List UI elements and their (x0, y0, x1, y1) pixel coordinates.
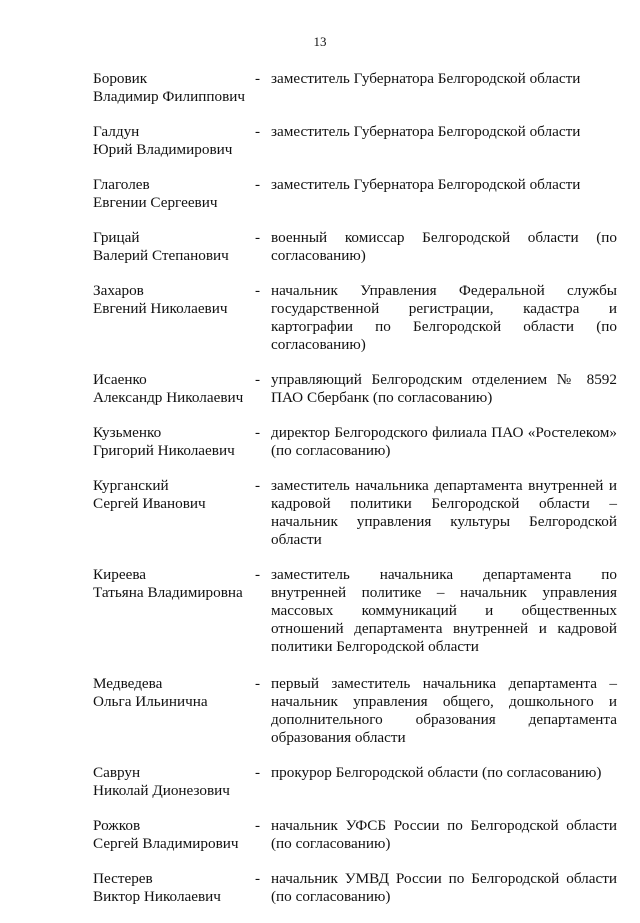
member-surname: Киреева (93, 566, 147, 583)
member-given-name: Сергей Владимирович (93, 835, 239, 852)
member-surname: Боровик (93, 70, 148, 87)
dash-separator: - (255, 566, 261, 583)
member-surname: Пестерев (93, 870, 153, 887)
member-entry (93, 282, 617, 354)
member-entry (93, 229, 617, 265)
member-given-name: Евгений Николаевич (93, 300, 228, 317)
member-name (93, 176, 255, 212)
member-name (93, 229, 255, 265)
member-name (93, 870, 255, 906)
member-name (93, 371, 255, 407)
member-role: заместитель Губернатора Белгородской области (271, 70, 581, 87)
member-given-name: Юрий Владимирович (93, 141, 233, 158)
member-name (93, 282, 255, 354)
member-surname: Захаров (93, 282, 144, 299)
member-role: начальник УМВД России по Белгородской области (по согласованию) (271, 870, 617, 905)
member-surname: Курганский (93, 477, 169, 494)
member-role: заместитель начальника департамента по внутренней политике – начальник управления массовых коммуникаций и общественных отношений департамента внутренней и кадровой политики Белгородской области (271, 566, 617, 655)
member-name (93, 675, 255, 747)
dash-separator: - (255, 229, 261, 246)
member-name (93, 477, 255, 549)
member-entry (93, 70, 617, 106)
member-given-name: Сергей Иванович (93, 495, 206, 512)
dash-separator: - (255, 675, 261, 692)
member-name (93, 566, 255, 656)
member-role: первый заместитель начальника департамента – начальник управления общего, дошкольного и дополнительного образования департамента образования области (271, 675, 617, 746)
member-name (93, 764, 255, 800)
member-name (93, 424, 255, 460)
member-surname: Исаенко (93, 371, 147, 388)
member-given-name: Ольга Ильинична (93, 693, 208, 710)
member-entry (93, 176, 617, 212)
member-list (93, 70, 617, 923)
member-role: управляющий Белгородским отделением № 8592 ПАО Сбербанк (по согласованию) (271, 371, 617, 406)
member-given-name: Виктор Николаевич (93, 888, 221, 905)
member-role: заместитель начальника департамента внутренней и кадровой политики Белгородской области – начальник управления культуры Белгородской области (271, 477, 617, 548)
dash-separator: - (255, 123, 261, 140)
member-surname: Медведева (93, 675, 163, 692)
member-name (93, 70, 255, 106)
member-given-name: Григорий Николаевич (93, 442, 235, 459)
page-number: 13 (313, 34, 327, 49)
member-surname: Саврун (93, 764, 141, 781)
member-role: начальник Управления Федеральной службы государственной регистрации, кадастра и картографии по Белгородской области (по согласованию) (271, 282, 617, 353)
member-given-name: Валерий Степанович (93, 247, 229, 264)
member-entry (93, 675, 617, 747)
dash-separator: - (255, 371, 261, 388)
member-given-name: Николай Дионезович (93, 782, 230, 799)
dash-separator: - (255, 282, 261, 299)
dash-separator: - (255, 817, 261, 834)
member-entry (93, 477, 617, 549)
member-surname: Кузьменко (93, 424, 162, 441)
member-role: начальник УФСБ России по Белгородской области (по согласованию) (271, 817, 617, 852)
member-name (93, 123, 255, 159)
member-given-name: Владимир Филиппович (93, 88, 246, 105)
dash-separator: - (255, 870, 261, 887)
member-surname: Рожков (93, 817, 141, 834)
member-role: военный комиссар Белгородской области (по согласованию) (271, 229, 617, 264)
dash-separator: - (255, 477, 261, 494)
member-surname: Глаголев (93, 176, 150, 193)
member-surname: Галдун (93, 123, 140, 140)
member-name (93, 817, 255, 853)
member-entry (93, 817, 617, 853)
member-role: прокурор Белгородской области (по согласованию) (271, 764, 602, 781)
dash-separator: - (255, 70, 261, 87)
member-role: директор Белгородского филиала ПАО «Ростелеком» (по согласованию) (271, 424, 617, 459)
member-entry (93, 764, 617, 800)
member-entry (93, 870, 617, 906)
dash-separator: - (255, 424, 261, 441)
member-role: заместитель Губернатора Белгородской области (271, 176, 581, 193)
member-given-name: Евгении Сергеевич (93, 194, 218, 211)
member-surname: Грицай (93, 229, 140, 246)
dash-separator: - (255, 764, 261, 781)
member-entry (93, 371, 617, 407)
member-entry (93, 424, 617, 460)
member-entry (93, 566, 617, 656)
dash-separator: - (255, 176, 261, 193)
member-entry (93, 123, 617, 159)
member-role: заместитель Губернатора Белгородской области (271, 123, 581, 140)
member-given-name: Александр Николаевич (93, 389, 244, 406)
member-given-name: Татьяна Владимировна (93, 584, 243, 601)
